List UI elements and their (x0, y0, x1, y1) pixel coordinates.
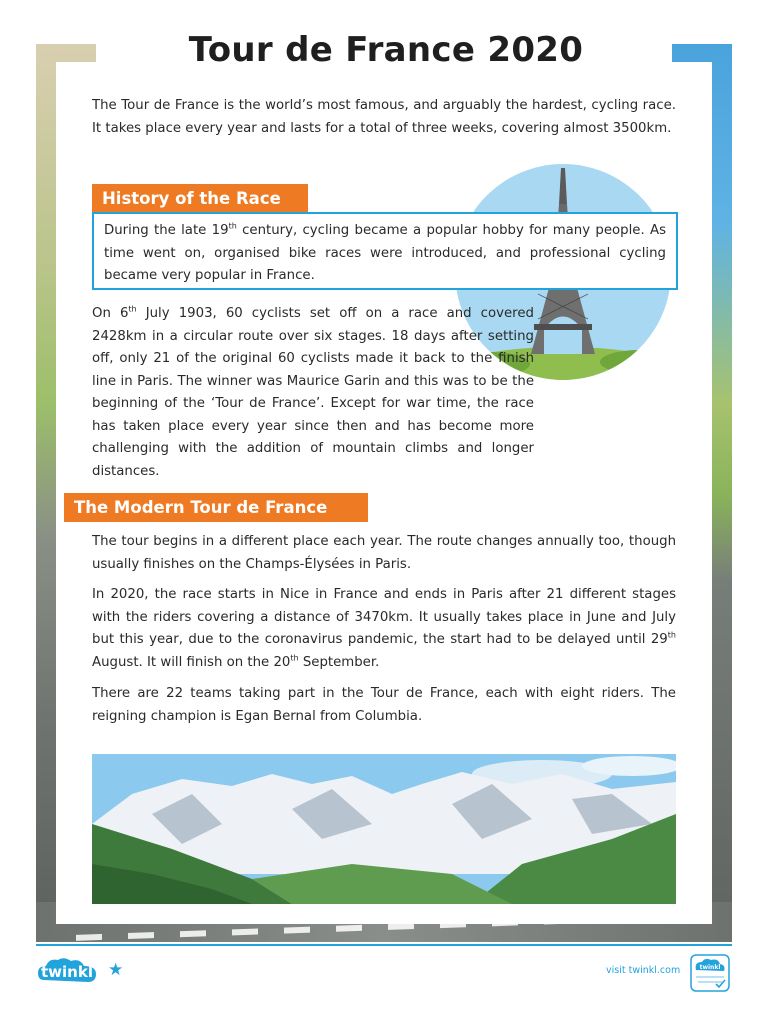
section-heading-history: History of the Race (92, 184, 308, 213)
history-paragraph: On 6th July 1903, 60 cyclists set off on a race and covered 2428km in a circular route over six stages. 18 days after setting off, only 21 of the original 60 cyclists made it back to the finish line in Paris. The winner was Maurice Garin and this was to be the beginning of the ‘Tour de France’. Except for war time, the race has taken place every year since then and has become more challenging with the addition of mountain climbs and longer distances. (92, 304, 534, 479)
star-icon: ★ (108, 960, 124, 980)
visit-website-link[interactable]: visit twinkl.com (606, 965, 681, 976)
mountain-landscape-illustration (92, 754, 676, 904)
twinkl-logo (38, 956, 98, 988)
svg-text:twinkl: twinkl (41, 963, 93, 981)
modern-paragraph-2: In 2020, the race starts in Nice in France and ends in Paris after 21 different stages with the riders covering a distance of 3470km. It usually takes place in June and July but this year, due to the coronavirus pandemic, the start had to be delayed until 29th August. It will finish on the 20th September. (92, 587, 676, 670)
section-heading-modern: The Modern Tour de France (64, 493, 368, 522)
history-callout-box (92, 212, 678, 290)
intro-paragraph: The Tour de France is the world’s most famous, and arguably the hardest, cycling race. It takes place every year and lasts for a total of three weeks, covering almost 3500km. (92, 98, 676, 136)
twinkl-quality-badge (690, 954, 730, 992)
history-callout-text: During the late 19th century, cycling became a popular hobby for many people. As time went on, organised bike races were introduced, and professional cycling became very popular in France. (104, 221, 666, 283)
svg-text:twinkl: twinkl (699, 964, 721, 971)
page-title: Tour de France 2020 (188, 30, 584, 70)
modern-paragraph-3: There are 22 teams taking part in the Tour de France, each with eight riders. The reigning champion is Egan Bernal from Columbia. (92, 686, 676, 724)
modern-paragraph-1: The tour begins in a different place each year. The route changes annually too, though usually finishes on the Champs-Élysées in Paris. (92, 534, 676, 572)
footer-divider (36, 944, 732, 946)
